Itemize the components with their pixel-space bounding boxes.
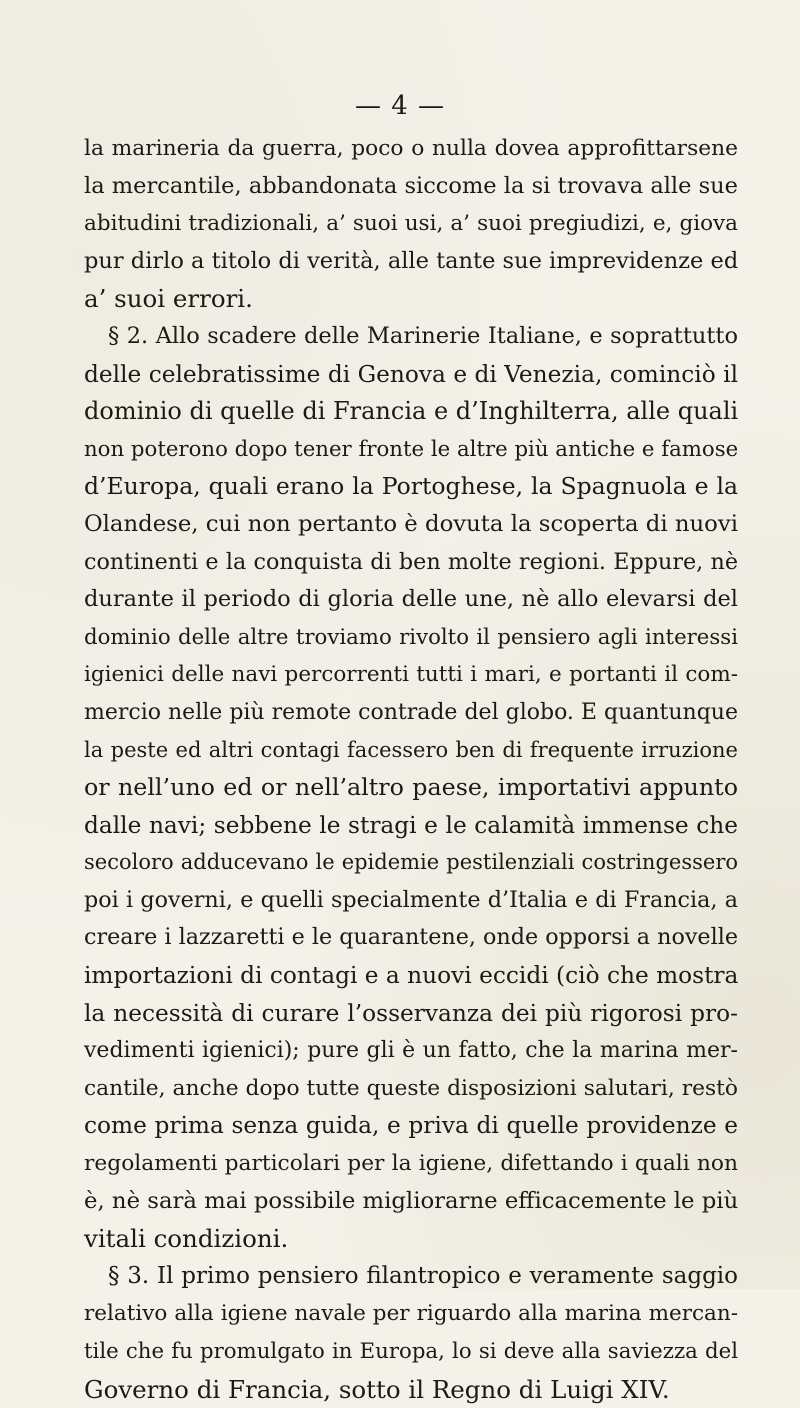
text-line: pur dirlo a titolo di verità, alle tante sue imprevidenze ed (84, 247, 739, 274)
text-line: dominio delle altre troviamo rivolto il pensiero agli interessi (84, 624, 738, 650)
text-line: creare i lazzaretti e le quarantene, onde opporsi a novelle (84, 924, 738, 951)
page-number-header: — 4 — (354, 91, 446, 121)
text-line: d’Europa, quali erano la Portoghese, la Spagnuola e la (84, 472, 738, 501)
text-line: la peste ed altri contagi facessero ben di frequente irruzione (84, 737, 738, 762)
text-line: delle celebratissime di Genova e di Venezia, cominciò il (84, 360, 738, 388)
text-line: non poterono dopo tener fronte le altre più antiche e famose (84, 436, 739, 462)
text-line: mercio nelle più remote contrade del globo. E quantunque (84, 699, 738, 725)
text-line: secoloro adducevano le epidemie pestilenziali costringessero (84, 850, 738, 875)
text-line: è, nè sarà mai possibile migliorarne efficacemente le più (84, 1187, 739, 1214)
text-line: importazioni di contagi e a nuovi eccidi (ciò che mostra (84, 962, 739, 990)
text-line: come prima senza guida, e priva di quelle providenze e (84, 1112, 738, 1140)
text-line: igienici delle navi percorrenti tutti i mari, e portanti il com- (84, 662, 738, 688)
text-line: la marineria da guerra, poco o nulla dovea approfittarsene (84, 136, 738, 161)
text-line: § 3. Il primo pensiero filantropico e veramente saggio (108, 1262, 738, 1289)
text-line: la mercantile, abbandonata siccome la si trovava alle sue (84, 172, 738, 199)
text-line: dominio di quelle di Francia e d’Inghilterra, alle quali (84, 397, 739, 426)
text-line: a’ suoi errori. (84, 284, 253, 314)
text-line: Governo di Francia, sotto il Regno di Luigi XIV. (84, 1374, 670, 1404)
text-line: continenti e la conquista di ben molte regioni. Eppure, nè (84, 548, 738, 575)
text-line: la necessità di curare l’osservanza dei più rigorosi pro- (84, 999, 738, 1027)
text-line: abitudini tradizionali, a’ suoi usi, a’ suoi pregiudizi, e, giova (84, 211, 738, 237)
text-line: dalle navi; sebbene le stragi e le calamità immense che (84, 811, 738, 839)
text-line: or nell’uno ed or nell’altro paese, importativi appunto (84, 773, 738, 802)
text-line: regolamenti particolari per la igiene, difettando i quali non (84, 1151, 738, 1177)
text-line: Olandese, cui non pertanto è dovuta la scoperta di nuovi (84, 510, 738, 537)
text-line: tile che fu promulgato in Europa, lo si deve alla saviezza del (84, 1339, 738, 1364)
text-line: vitali condizioni. (84, 1224, 289, 1254)
text-line: cantile, anche dopo tutte queste disposizioni salutari, restò (84, 1075, 738, 1101)
body-text (84, 130, 738, 1408)
text-line: durante il periodo di gloria delle une, nè allo elevarsi del (84, 586, 738, 613)
text-line: poi i governi, e quelli specialmente d’Italia e di Francia, a (84, 886, 738, 913)
text-line: vedimenti igienici); pure gli è un fatto, che la marina mer- (84, 1038, 738, 1064)
text-line: § 2. Allo scadere delle Marinerie Italiane, e soprattutto (108, 322, 738, 349)
text-line: relativo alla igiene navale per riguardo alla marina mercan- (84, 1301, 738, 1327)
